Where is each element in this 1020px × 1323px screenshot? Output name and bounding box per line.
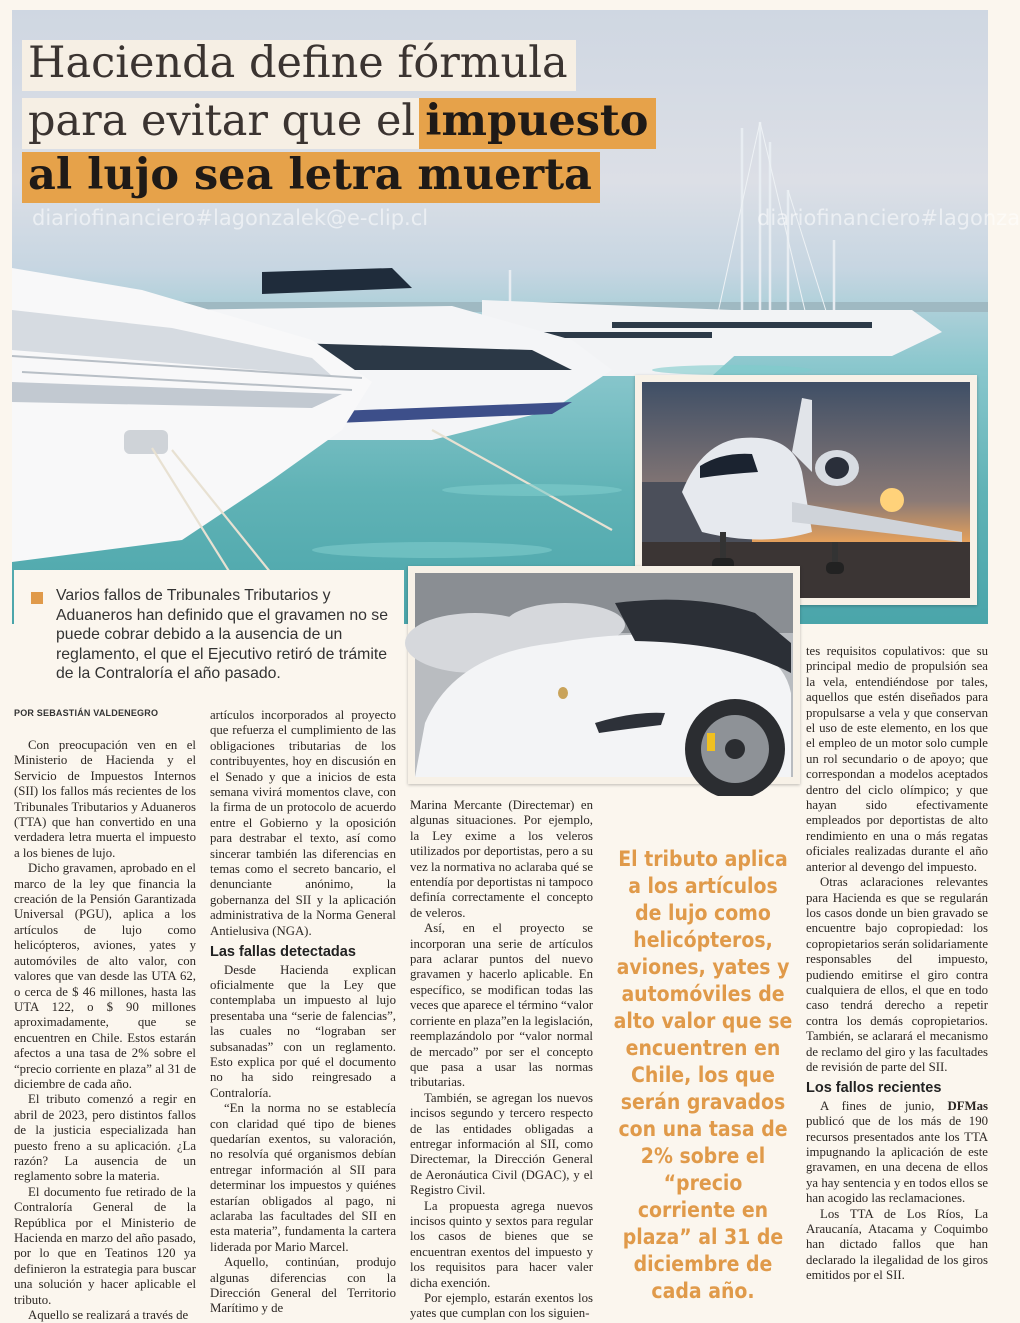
pull-quote: El tributo aplica a los artículos de lujo como helicópteros, aviones, yates y automóviles de alto valor que se encuentren en Chile, los que serán gravados con una tasa de 2% sobre el “precio corriente en plaza” al 31 de diciembre de cada año. bbox=[606, 796, 800, 1254]
col4-text: A fines de junio, bbox=[820, 1098, 948, 1113]
bullet-square-icon bbox=[31, 592, 43, 604]
col4-text: publicó que de los más de 190 recursos presentados ante los TTA impugnando la aplicación de este gravamen, en una decena de ellos ya hay sentencia y en todos ellos se han acogido las reclamaciones. bbox=[806, 1114, 988, 1206]
summary-text: Varios fallos de Tribunales Tributarios y Aduaneros han definido que el gravamen no se puede cobrar debido a la ausencia de un reglamento, el que el Ejecutivo retiró de trámite de la Contraloría el año pasado. bbox=[56, 587, 388, 682]
headline-line-2-bold: impuesto bbox=[419, 98, 656, 149]
watermark-left: diariofinanciero#lagonzalek@e-clip.cl bbox=[32, 206, 429, 230]
section-heading-fallos-recientes: Los fallos recientes bbox=[806, 1080, 942, 1097]
col3-paragraph: Marina Mercante (Directemar) en algunas situaciones. Por ejemplo, la Ley exime a los veleros utilizados por deportistas, pero a su vez la normativa no aclaraba qué se entendía por deportistas ni tampoco definía correctamente el concepto de veleros. bbox=[410, 798, 593, 920]
col1-paragraph: El documento fue retirado de la Contraloría General de la República por el Ministerio de Hacienda en marzo del año pasado, por lo que en Teatinos 120 ya definieron la estrategia para buscar una solución y hacer aplicable el tributo. bbox=[14, 1184, 196, 1307]
headline-line-3: al lujo sea letra muerta bbox=[22, 152, 600, 203]
col4-paragraph: Otras aclaraciones relevantes para Hacienda es que se regularán los casos donde un bien gravado se encuentre bajo copropiedad: los copropietarios serán solidariamente responsables del impuesto, pudiendo emitirse el giro contra cualquiera de ellos, el que en todo caso tendrá derecho a repetir contra los demás copropietarios. También, se aclarará el mecanismo de reclamo del giro y las facultades de revisión de parte del SII. bbox=[806, 875, 988, 1074]
col4-paragraph: Los TTA de Los Ríos, La Araucanía, Atacama y Coquimbo han dictado fallos que han declarado la ilegalidad de los giros emitidos por el SII. bbox=[806, 1206, 988, 1283]
col3-paragraph: La propuesta agrega nuevos incisos quinto y sextos para regular los casos de bienes que se encuentran exentos del impuesto y los requisitos para hacer valer dicha exención. bbox=[410, 1198, 593, 1290]
col3-paragraph: También, se agregan los nuevos incisos segundo y tercero respecto de las entidades obligadas a entregar información al SII, como Directemar, la Dirección General de Aeronáutica Civil (DGAC), y el Registro Civil. bbox=[410, 1090, 593, 1198]
watermark-right: diariofinanciero#lagonza bbox=[757, 206, 1020, 230]
col4-paragraph: tes requisitos copulativos: que su principal medio de propulsión sea la vela, entendiéndose por tales, aquellos que estén diseñados para propulsarse a vela y que conservan el uso de este elemento, en los que el empleo de un motor solo cumple un rol secundario o de apoyo; que correspondan a modelos aceptados dentro del ciclo olímpico; y que hayan sido efectivamente empleados por deportistas de alto rendimiento en una o más regatas oficiales realizadas durante el año anterior al devengo del impuesto. bbox=[806, 644, 988, 874]
column-3 bbox=[410, 798, 593, 1322]
col2-paragraph: “En la norma no se establecía con claridad qué tipo de bienes quedarían exentos, su valoración, no resolvía qué organismos debían entregar información al SII para determinar los impuestos y quiénes estarían obligados al pago, ni aclaraba las facultades del SII en esta materia”, fundamenta la cartera liderada por Mario Marcel. bbox=[210, 1101, 396, 1254]
col3-paragraph: Por ejemplo, estarán exentos los yates que cumplan con los siguien- bbox=[410, 1291, 593, 1321]
col2-paragraph: Desde Hacienda explican oficialmente que la Ley que contemplaba un impuesto al lujo presentaba una “serie de falencias”, las cuales no “lograban ser subsanadas” con un reglamento. Esto explica por qué el documento no ha sido reingresado a Contraloría. bbox=[210, 962, 396, 1100]
column-1 bbox=[14, 738, 196, 1323]
summary-box bbox=[14, 570, 404, 692]
col1-paragraph: Dicho gravamen, aprobado en el marco de la ley que financia la creación de la Pensión Garantizada Universal (PGU), aplica a los artículos de lujo como helicópteros, aviones, yates y automóviles de alto valor, con valores que van desde las UTA 62, o cerca de $ 46 millones, hasta las UTA 122, o $ 90 millones aproximadamente, que se encuentren en Chile. Estos estarán afectos a una tasa de 2% sobre el “precio corriente en plaza” al 31 de diciembre de cada año. bbox=[14, 861, 196, 1091]
col3-paragraph: Así, en el proyecto se incorporan una serie de artículos para aclarar puntos del nuevo gravamen y hacerlo aplicable. En específico, se modifican todas las veces que aparece el término “valor corriente en plaza”en la legislación, reemplazándolo por “valor normal de mercado” por ser el concepto que pasa a usar las normas tributarias. bbox=[410, 921, 593, 1090]
col4-brand: DFMas bbox=[947, 1098, 988, 1113]
column-2 bbox=[210, 708, 396, 1317]
photo-sports-car bbox=[408, 566, 800, 784]
col1-paragraph: Con preocupación ven en el Ministerio de Hacienda y el Servicio de Impuestos Internos (SII) los fallos más recientes de los Tribunales Tributarios y Aduaneros (TTA) que han convertido en una verdadera letra muerta el impuesto a los bienes de lujo. bbox=[14, 738, 196, 860]
byline: POR SEBASTIÁN VALDENEGRO bbox=[14, 708, 159, 718]
col2-paragraph: artículos incorporados al proyecto que refuerza el cumplimiento de las obligaciones tributarias de los contribuyentes, hoy en discusión en el Senado y que a inicios de esta semana vivirá momentos clave, con la firma de un protocolo de acuerdo entre el Gobierno y la oposición para destrabar el texto, así como sincerar también las diferencias en temas como el secreto bancario, el denunciante anónimo, la gobernanza del SII y la aplicación administrativa de la Norma General Antielusiva (NGA). bbox=[210, 708, 396, 938]
col2-paragraph: Aquello, continúan, produjo algunas diferencias con la Dirección General del Territorio Marítimo y de bbox=[210, 1255, 396, 1316]
headline-line-2-light: para evitar que el bbox=[22, 98, 419, 149]
col1-paragraph: El tributo comenzó a regir en abril de 2023, pero distintos fallos de la justicia especializada han puesto freno a su aplicación. ¿La razón? La ausencia de un reglamento sobre la materia. bbox=[14, 1092, 196, 1184]
column-4 bbox=[806, 644, 988, 1284]
col1-paragraph: Aquello se realizará a través de bbox=[28, 1308, 189, 1323]
headline-line-2 bbox=[22, 98, 656, 149]
section-heading-fallas: Las fallas detectadas bbox=[210, 944, 356, 961]
headline-line-1: Hacienda define fórmula bbox=[22, 40, 576, 91]
col4-paragraph bbox=[806, 1099, 988, 1207]
